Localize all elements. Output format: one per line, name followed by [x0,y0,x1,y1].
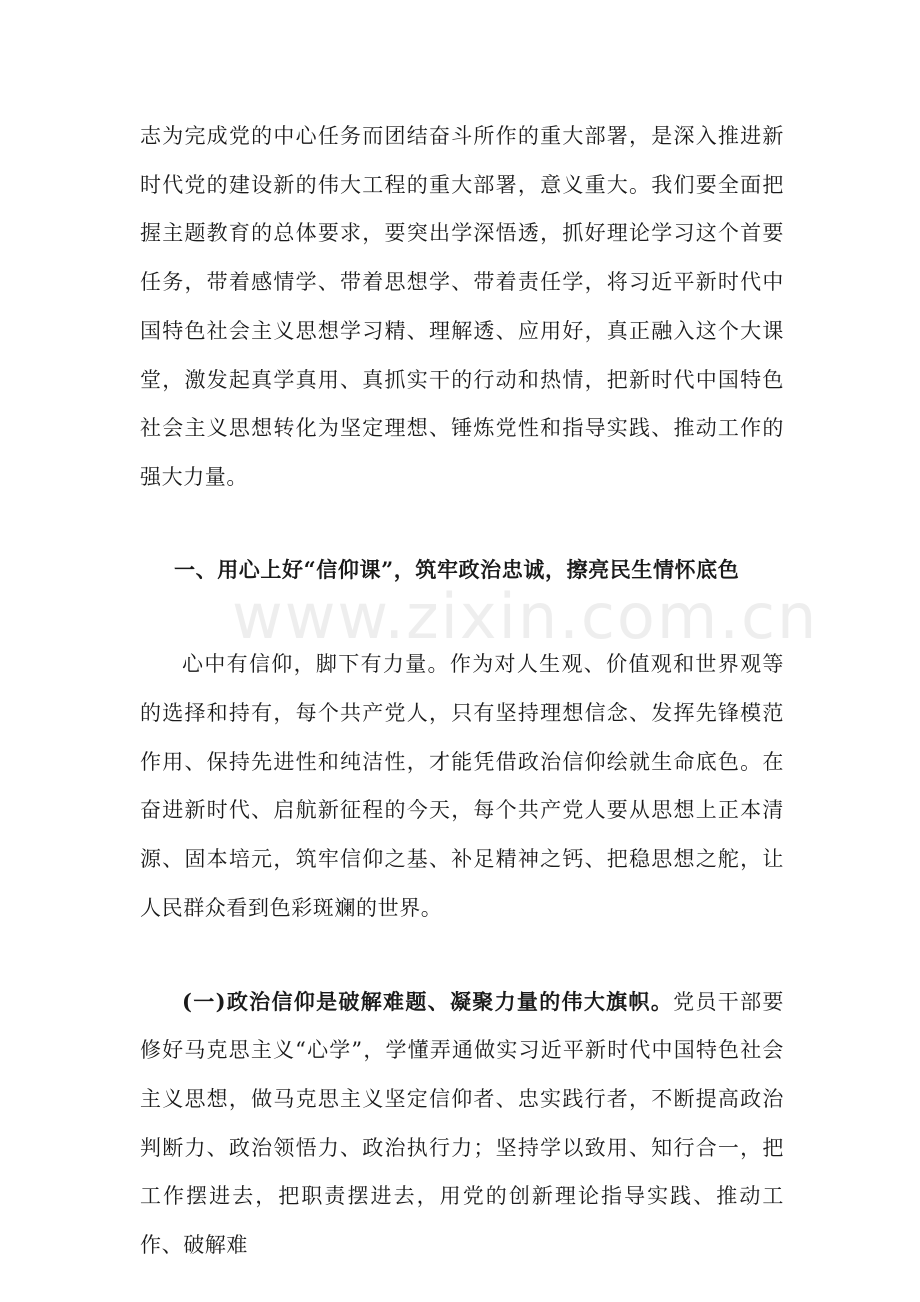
document-page [140,112,784,1270]
subsection-heading-1: (一)政治信仰是破解难题、凝聚力量的伟大旗帜。 [182,988,674,1014]
watermark: www.zixin.com.cn [232,580,819,653]
section-heading-1: 一、用心上好“信仰课”，筑牢政治忠诚，擦亮民生情怀底色 [174,556,740,582]
spacer [140,933,784,978]
spacer [140,594,784,640]
paragraph-1: 志为完成党的中心任务而团结奋斗所作的重大部署，是深入推进新时代党的建设新的伟大工程的重大部署，意义重大。我们要全面把握主题教育的总体要求，要突出学深悟透，抓好理论学习这个首要任务，带着感情学、带着思想学、带着责任学，将习近平新时代中国特色社会主义思想学习精、理解透、应用好，真正融入这个大课堂，激发起真学真用、真抓实干的行动和热情，把新时代中国特色社会主义思想转化为坚定理想、锤炼党性和指导实践、推动工作的强大力量。 [140,124,784,489]
spacer [140,502,784,546]
paragraph-2: 心中有信仰，脚下有力量。作为对人生观、价值观和世界观等的选择和持有，每个共产党人，只有坚持理想信念、发挥先锋模范作用、保持先进性和纯洁性，才能凭借政治信仰绘就生命底色。在奋进新时代、启航新征程的今天，每个共产党人要从思想上正本清源、固本培元，筑牢信仰之基、补足精神之钙、把稳思想之舵，让人民群众看到色彩斑斓的世界。 [140,652,784,920]
paragraph-3 [140,978,784,1270]
paragraph-3-body: 党员干部要修好马克思主义“心学”，学懂弄通做实习近平新时代中国特色社会主义思想，做马克思主义坚定信仰者、忠实践行者，不断提高政治判断力、政治领悟力、政治执行力；坚持学以致用、知行合一，把工作摆进去，把职责摆进去，用党的创新理论指导实践、推动工作、破解难 [140,989,785,1258]
